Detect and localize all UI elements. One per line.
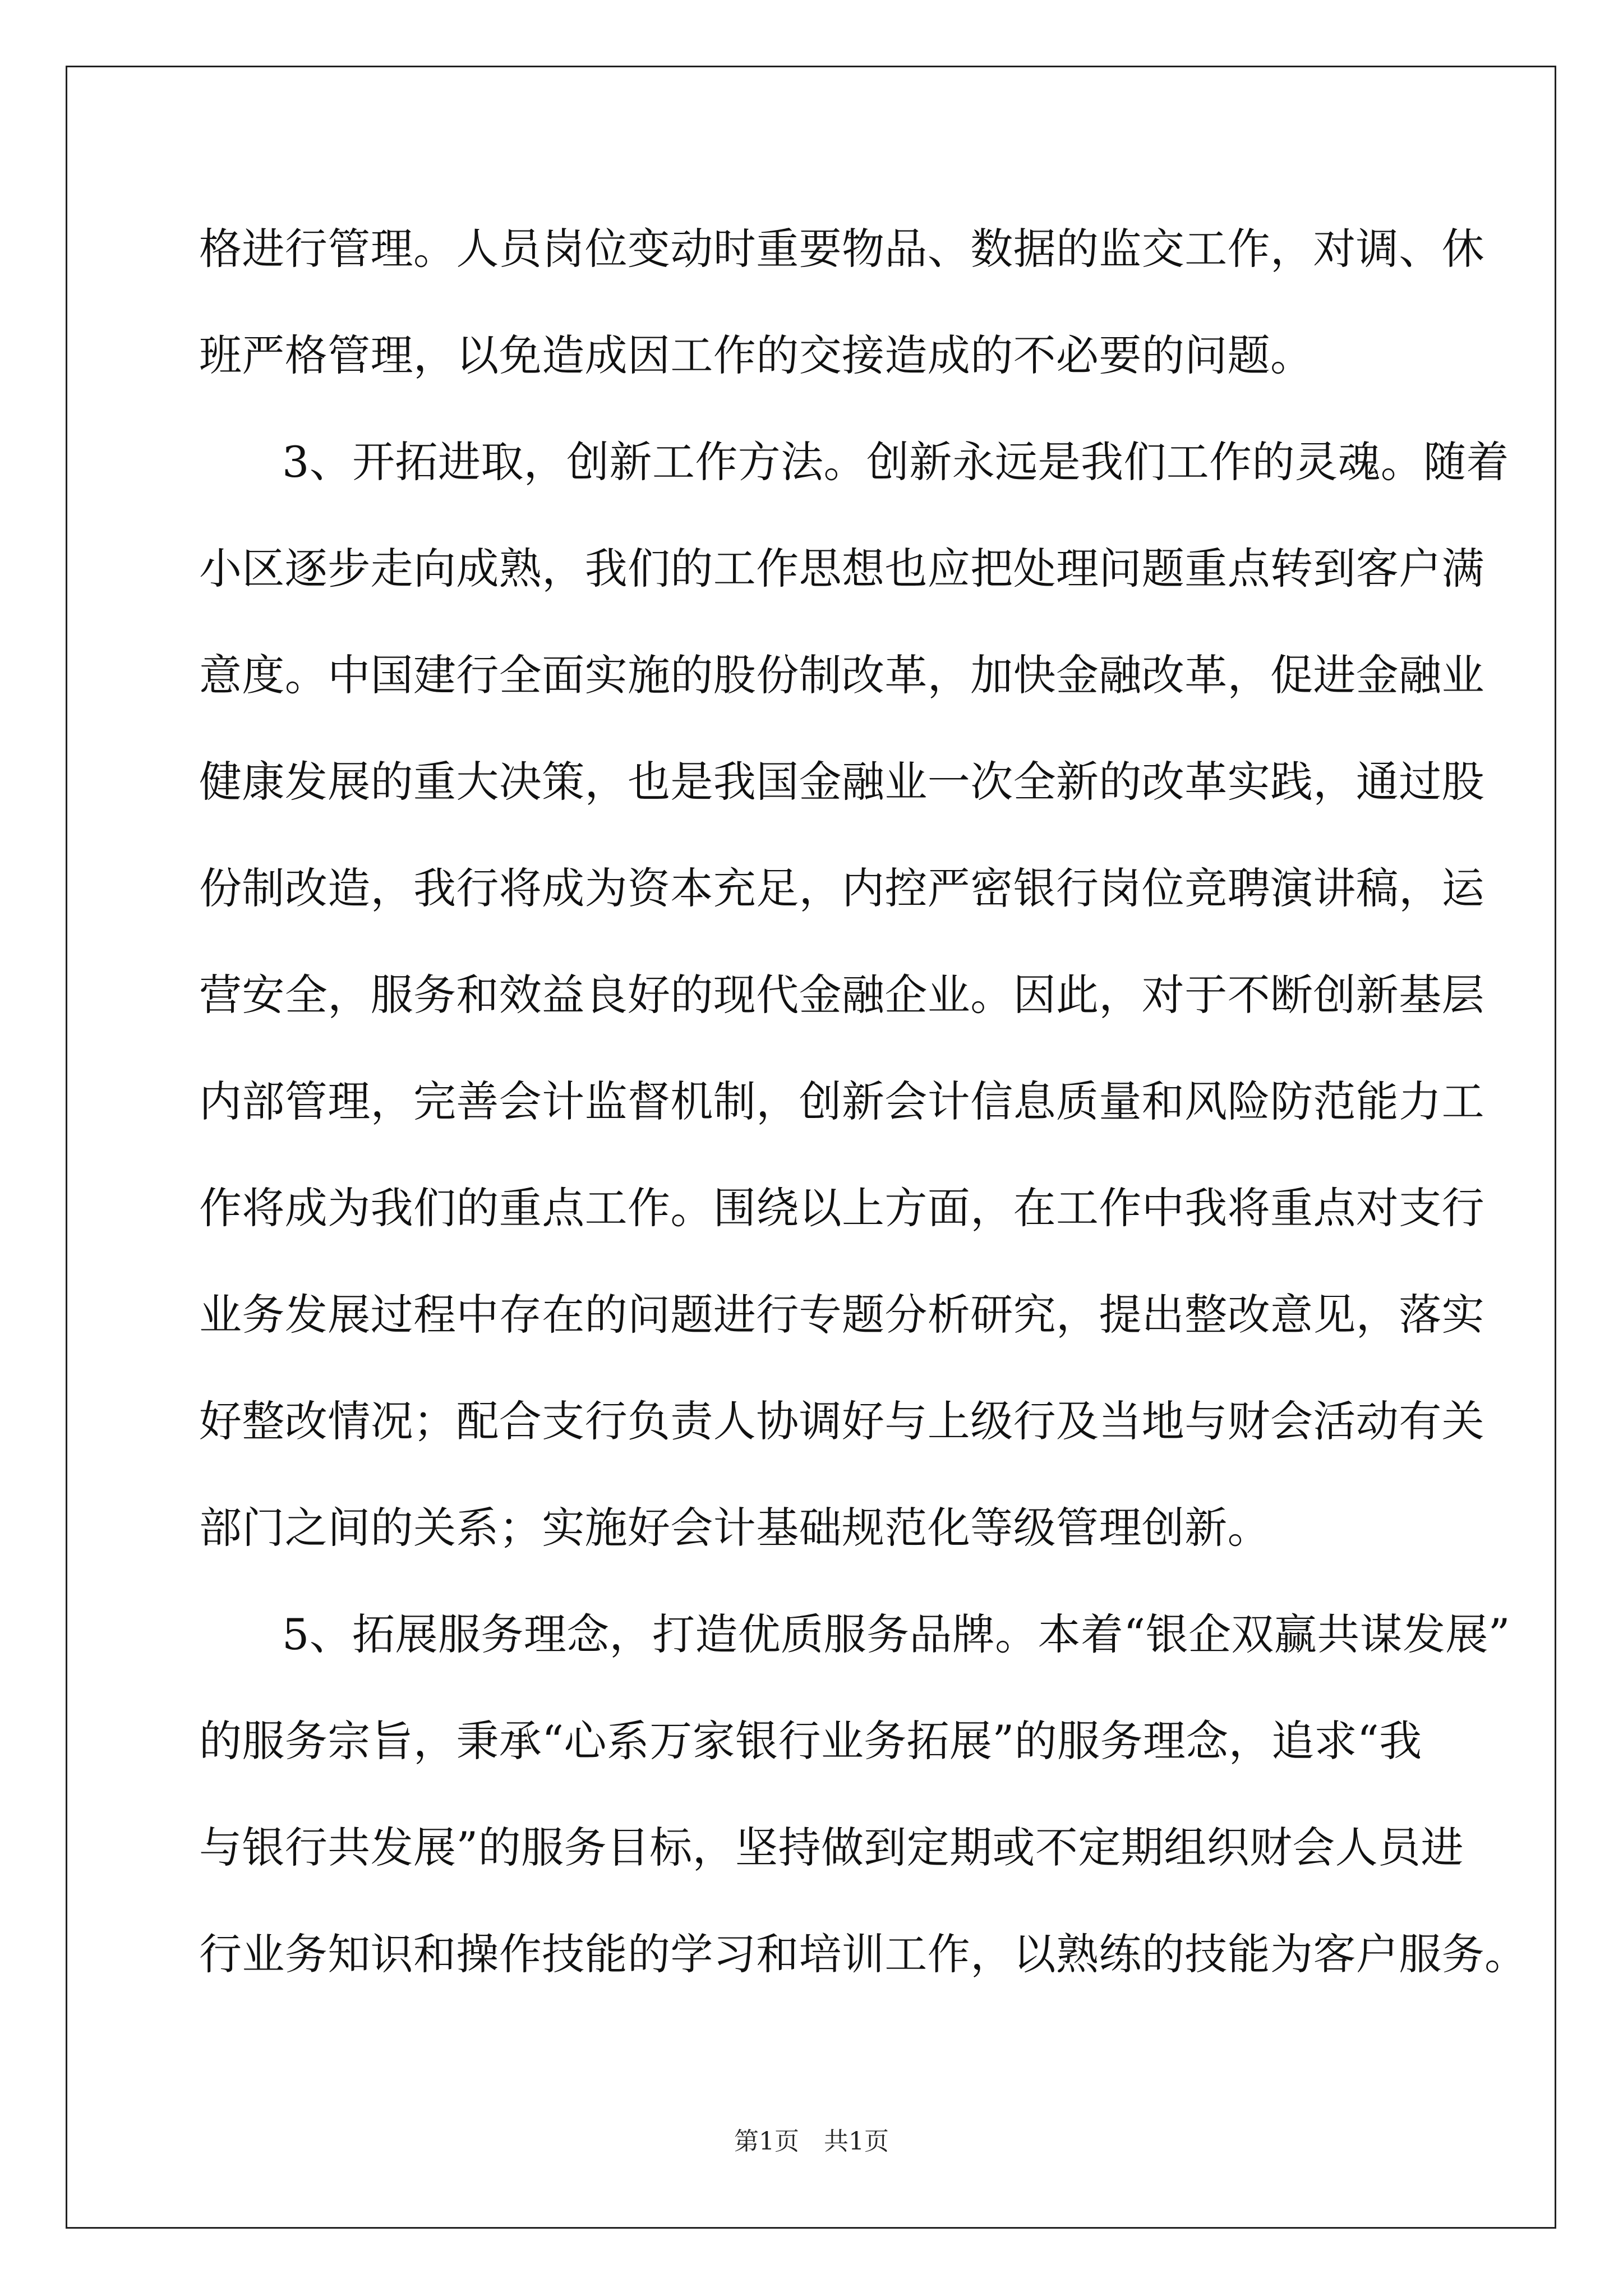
paragraph-2-line-8: 作将成为我们的重点工作。围绕以上方面，在工作中我将重点对支行 (199, 1183, 1484, 1233)
paragraph-2-line-11: 部门之间的关系；实施好会计基础规范化等级管理创新。 (199, 1503, 1270, 1553)
paragraph-2-line-6: 营安全，服务和效益良好的现代金融企业。因此，对于不断创新基层 (199, 970, 1484, 1020)
paragraph-2-line-7: 内部管理，完善会计监督机制，创新会计信息质量和风险防范能力工 (199, 1076, 1484, 1126)
paragraph-2-line-1: 3、开拓进取，创新工作方法。创新永远是我们工作的灵魂。随着 (282, 437, 1509, 487)
paragraph-2-line-10: 好整改情况；配合支行负责人协调好与上级行及当地与财会活动有关 (199, 1396, 1484, 1446)
paragraph-1-line-2: 班严格管理，以免造成因工作的交接造成的不必要的问题。 (199, 330, 1313, 380)
paragraph-2-line-2: 小区逐步走向成熟，我们的工作思想也应把处理问题重点转到客户满 (199, 544, 1484, 593)
page-border (66, 66, 1556, 2229)
paragraph-1-line-1: 格进行管理。人员岗位变动时重要物品、数据的监交工作，对调、休 (199, 224, 1484, 274)
paragraph-2-line-4: 健康发展的重大决策，也是我国金融业一次全新的改革实践，通过股 (199, 757, 1484, 807)
paragraph-3-line-3: 与银行共发展”的服务目标，坚持做到定期或不定期组织财会人员进 (199, 1823, 1464, 1872)
paragraph-3-line-2: 的服务宗旨，秉承“心系万家银行业务拓展”的服务理念，追求“我 (199, 1716, 1422, 1766)
paragraph-3-line-4: 行业务知识和操作技能的学习和培训工作，以熟练的技能为客户服务。 (199, 1929, 1528, 1979)
page-number-footer: 第1页 共1页 (734, 2127, 889, 2156)
paragraph-2-line-5: 份制改造，我行将成为资本充足，内控严密银行岗位竞聘演讲稿，运 (199, 863, 1484, 913)
paragraph-2-line-3: 意度。中国建行全面实施的股份制改革，加快金融改革，促进金融业 (199, 650, 1484, 700)
paragraph-3-line-1: 5、拓展服务理念，打造优质服务品牌。本着“银企双赢共谋发展” (282, 1609, 1511, 1659)
paragraph-2-line-9: 业务发展过程中存在的问题进行专题分析研究，提出整改意见，落实 (199, 1290, 1484, 1340)
